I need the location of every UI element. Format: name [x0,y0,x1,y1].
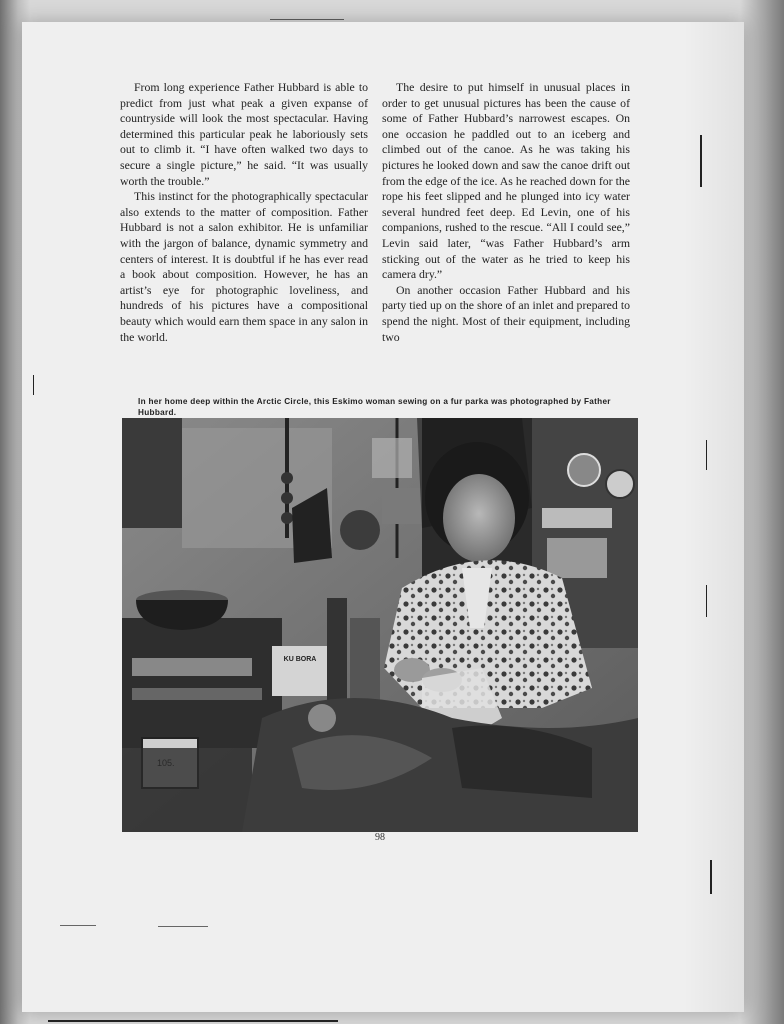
can-label: KU BORA [283,656,317,663]
scan-mark [33,375,34,395]
photograph-eskimo-woman [122,418,638,832]
page-shading [684,22,744,1012]
top-rule [270,19,344,20]
article-column-right [382,80,630,345]
page-number: 98 [375,832,385,843]
scan-mark [700,135,702,187]
scan-edge-line [48,1020,338,1022]
paragraph: The desire to put himself in unusual places in order to get unusual pictures has been the cause of some of Father Hubbard’s narrowest escapes. On one occasion he paddled out to an iceberg and climbed out of the canoe. As he was taking his pictures he looked down and saw the canoe drift out from the edge of the ice. As he reached down for the rope his feet slipped and he plunged into icy water several hundred feet deep. Ed Levin, one of his companions, rushed to the rescue. “All I could see,” Levin said later, “was Father Hubbard’s arm sticking out of the water as he tried to keep his camera dry.” [382,80,630,282]
photo-caption: In her home deep within the Arctic Circle, this Eskimo woman sewing on a fur parka was photographed by Father Hubbard. [138,397,611,417]
scan-mark [706,585,707,617]
paragraph: From long experience Father Hubbard is able to predict from just what peak a given expanse of countryside will look the most spectacular. Having determined this particular peak he laboriously sets out to climb it. “I have often walked two days to secure a single picture,” he said. “It was usually worth the trouble.” [120,80,368,188]
scan-mark [710,860,712,894]
scan-edge-line [60,925,96,926]
scan-mark [706,440,707,470]
scan-edge-line [158,926,208,927]
paragraph: On another occasion Father Hubbard and his party tied up on the shore of an inlet and prepared to spend the night. Most of their equipment, including two [382,282,630,344]
paragraph: This instinct for the photographically spectacular also extends to the matter of composition. Father Hubbard is not a salon exhibitor. He is unfamiliar with the jargon of balance, dynamic symmetry and centers of interest. It is doubtful if he has ever read a book about composition. However, he has an artist’s eye for photographic loveliness, and hundreds of his pictures have a compositional beauty which would earn them space in any salon in the world. [120,189,368,344]
article-column-left [120,80,368,345]
